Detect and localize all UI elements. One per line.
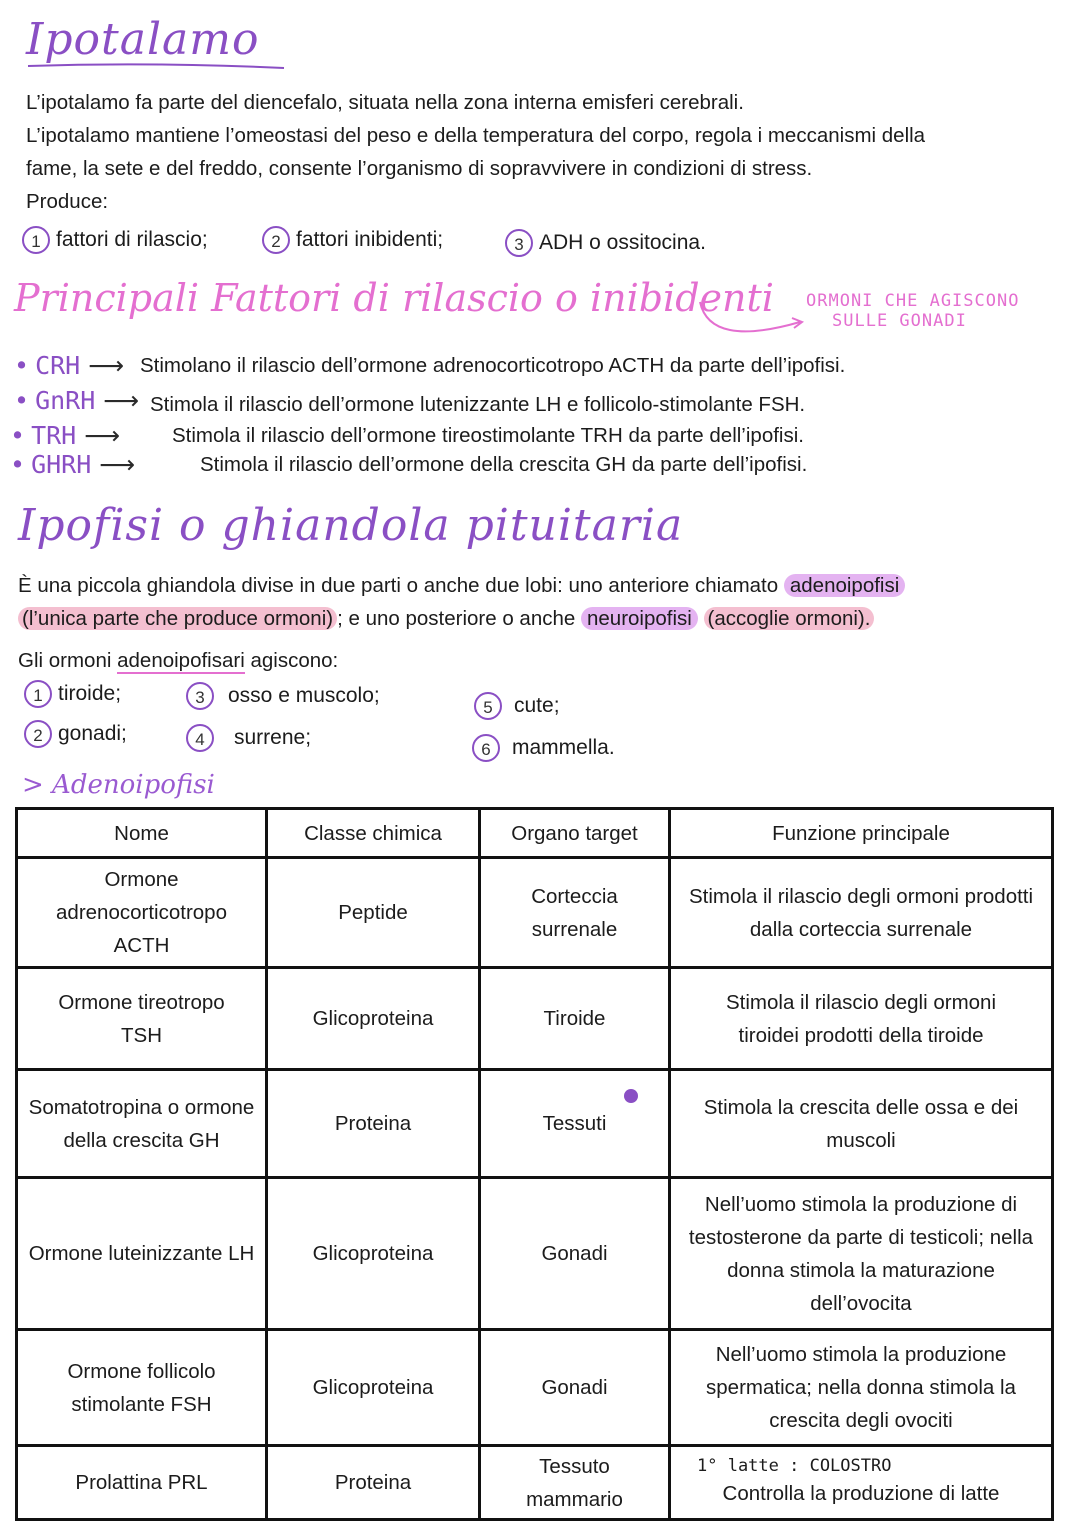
ipofisi-line-1 <box>18 569 905 602</box>
highlight-unica-parte: (l’unica parte che produce ormoni) <box>18 607 337 630</box>
factor-code-label: GnRH <box>35 386 96 415</box>
note-line-2: SULLE GONADI <box>832 311 967 331</box>
cell-nome: Ormone luteinizzante LH <box>17 1178 267 1330</box>
table-row <box>17 858 1053 968</box>
note-line-1: ORMONI CHE AGISCONO <box>806 291 1020 311</box>
factor-code-label: TRH <box>31 421 77 450</box>
factor-code-label: CRH <box>35 351 81 380</box>
arrow-icon: ⟶ <box>88 351 125 380</box>
ipotalamo-title: Ipotalamo <box>26 14 260 65</box>
cell-organo: Corteccia surrenale <box>480 858 670 968</box>
factor-code <box>10 450 143 479</box>
cell-funzione: Nell’uomo stimola la produzione spermatica; nella donna stimola la crescita degli ovociti <box>670 1330 1053 1446</box>
target-item <box>24 680 121 708</box>
cell-nome: Ormone follicolo stimolante FSH <box>17 1330 267 1446</box>
cell-nome: Ormone adrenocorticotropo ACTH <box>17 858 267 968</box>
target-text: cute; <box>514 694 560 717</box>
bullet-icon: • <box>14 351 30 380</box>
cell-classe: Glicoproteina <box>267 968 480 1070</box>
factor-description: Stimolano il rilascio dell’ormone adrenocorticotropo ACTH da parte dell’ipofisi. <box>140 354 846 377</box>
agiscono-text: agiscono: <box>250 649 339 672</box>
product-text: ADH o ossitocina. <box>539 231 706 254</box>
factor-code-label: GHRH <box>31 450 92 479</box>
colostro-note: 1° latte : COLOSTRO <box>697 1456 892 1476</box>
cell-nome: Prolattina PRL <box>17 1446 267 1520</box>
cell-classe: Peptide <box>267 858 480 968</box>
cell-classe: Proteina <box>267 1070 480 1178</box>
ipotalamo-line-2: L’ipotalamo mantiene l’omeostasi del peso e della temperatura del corpo, regola i meccanismi della <box>26 124 926 147</box>
agiscono-text: Gli ormoni <box>18 649 112 672</box>
factor-code <box>14 351 132 380</box>
factor-description: Stimola il rilascio dell’ormone della crescita GH da parte dell’ipofisi. <box>200 453 808 476</box>
ipofisi-line-2 <box>18 602 874 635</box>
cell-funzione <box>670 1446 1053 1520</box>
table-row <box>17 1178 1053 1330</box>
funzione-text: Controlla la produzione di latte <box>722 1482 1000 1505</box>
cell-classe: Glicoproteina <box>267 1178 480 1330</box>
number-circle-icon: 3 <box>186 682 214 710</box>
arrow-icon: ⟶ <box>99 450 136 479</box>
bullet-icon: • <box>14 386 30 415</box>
cell-nome: Somatotropina o ormone della crescita GH <box>17 1070 267 1178</box>
fattori-title: Principali Fattori di rilascio o inibidenti <box>14 276 774 320</box>
title-underline-decoration <box>26 60 286 72</box>
arrow-icon: ⟶ <box>103 386 140 415</box>
underlined-adenoipofisari: adenoipofisari <box>117 649 245 672</box>
highlight-adenoipofisi: adenoipofisi <box>784 574 905 597</box>
cell-funzione: Stimola il rilascio degli ormoni prodotti dalla corteccia surrenale <box>670 858 1053 968</box>
table-row <box>17 1330 1053 1446</box>
number-circle-icon: 2 <box>262 226 290 254</box>
target-item <box>472 734 615 762</box>
agiscono-line <box>18 644 338 677</box>
target-text: tiroide; <box>58 682 122 705</box>
purple-dot-icon <box>624 1089 638 1103</box>
cell-funzione: Nell’uomo stimola la produzione di testosterone da parte di testicoli; nella donna stimola la maturazione dell’ovocita <box>670 1178 1053 1330</box>
hormone-table <box>15 807 1054 1521</box>
highlight-accoglie: (accoglie ormoni). <box>704 607 875 630</box>
table-row <box>17 968 1053 1070</box>
header-nome: Nome <box>17 809 267 858</box>
factor-description: Stimola il rilascio dell’ormone lutenizzante LH e follicolo-stimolante FSH. <box>150 393 806 416</box>
number-circle-icon: 4 <box>186 724 214 752</box>
header-funzione: Funzione principale <box>670 809 1053 858</box>
table-row <box>17 1446 1053 1520</box>
number-circle-icon: 1 <box>24 680 52 708</box>
header-organo: Organo target <box>480 809 670 858</box>
number-circle-icon: 1 <box>22 226 50 254</box>
cell-funzione: Stimola il rilascio degli ormoni tiroidei prodotti della tiroide <box>670 968 1053 1070</box>
ipotalamo-line-3: fame, la sete e del freddo, consente l’organismo di sopravvivere in condizioni di stress. <box>26 157 813 180</box>
curved-arrow-icon <box>690 298 820 350</box>
cell-organo: Tessuto mammario <box>480 1446 670 1520</box>
number-circle-icon: 6 <box>472 734 500 762</box>
target-text: osso e muscolo; <box>228 684 380 707</box>
target-item <box>474 692 560 720</box>
number-circle-icon: 3 <box>505 229 533 257</box>
ipotalamo-line-1: L’ipotalamo fa parte del diencefalo, situata nella zona interna emisferi cerebrali. <box>26 91 744 114</box>
ipofisi-text: ; e uno posteriore o anche <box>337 607 576 630</box>
cell-funzione: Stimola la crescita delle ossa e dei muscoli <box>670 1070 1053 1178</box>
product-text: fattori inibidenti; <box>296 228 444 251</box>
produce-label: Produce: <box>26 190 109 213</box>
table-row <box>17 1070 1053 1178</box>
factor-code <box>10 421 128 450</box>
target-item <box>186 682 380 710</box>
cell-organo: Gonadi <box>480 1330 670 1446</box>
cell-organo: Tiroide <box>480 968 670 1070</box>
highlight-neuroipofisi: neuroipofisi <box>581 607 698 630</box>
bullet-icon: • <box>10 421 26 450</box>
cell-classe: Glicoproteina <box>267 1330 480 1446</box>
arrow-icon: ⟶ <box>84 421 121 450</box>
cell-classe: Proteina <box>267 1446 480 1520</box>
cell-organo <box>480 1070 670 1178</box>
number-circle-icon: 5 <box>474 692 502 720</box>
organo-text: Tessuti <box>542 1112 607 1135</box>
header-classe: Classe chimica <box>267 809 480 858</box>
product-text: fattori di rilascio; <box>56 228 208 251</box>
target-item <box>186 724 311 752</box>
number-circle-icon: 2 <box>24 720 52 748</box>
cell-organo: Gonadi <box>480 1178 670 1330</box>
factor-code <box>14 386 147 415</box>
target-text: surrene; <box>234 726 312 749</box>
product-item <box>262 226 443 254</box>
product-item <box>22 226 208 254</box>
target-item <box>24 720 127 748</box>
target-text: gonadi; <box>58 722 127 745</box>
adenoipofisi-subtitle: > Adenoipofisi <box>22 770 215 800</box>
cell-nome: Ormone tireotropo TSH <box>17 968 267 1070</box>
target-text: mammella. <box>512 736 615 759</box>
table-header-row <box>17 809 1053 858</box>
factor-description: Stimola il rilascio dell’ormone tireostimolante TRH da parte dell’ipofisi. <box>172 424 804 447</box>
bullet-icon: • <box>10 450 26 479</box>
ipofisi-text: È una piccola ghiandola divise in due parti o anche due lobi: uno anteriore chiamato <box>18 574 779 597</box>
ipofisi-title: Ipofisi o ghiandola pituitaria <box>18 500 684 551</box>
product-item <box>505 229 706 257</box>
